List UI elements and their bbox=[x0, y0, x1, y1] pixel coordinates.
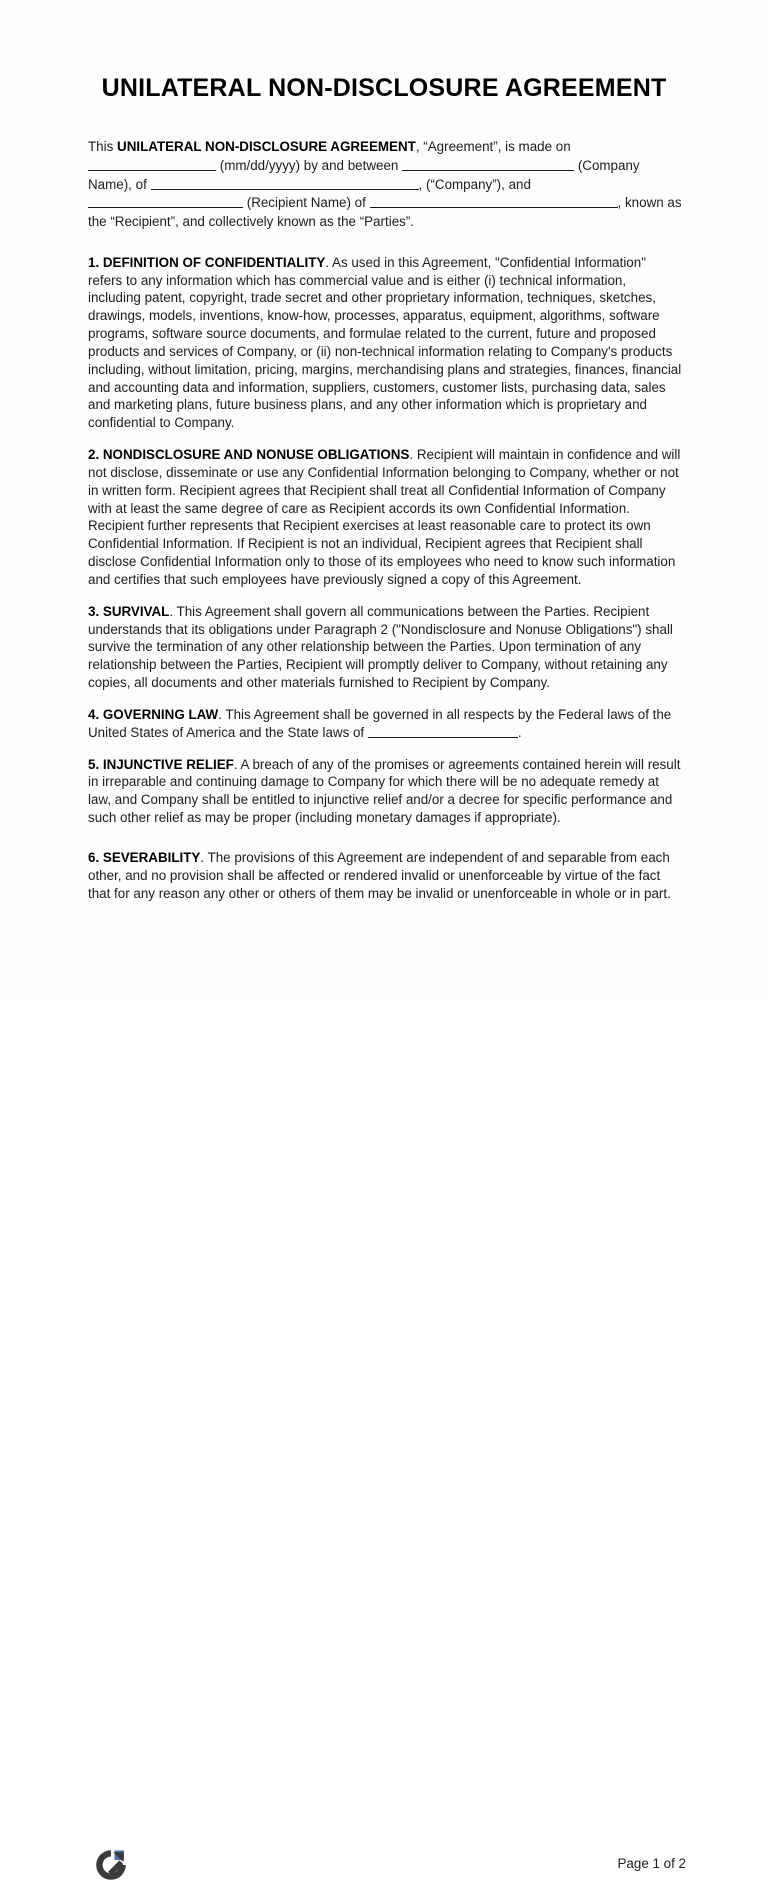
section-6-body: . The provisions of this Agreement are independent of and separable from each other, and no provision shall be affected or rendered invalid or unenforceable by virtue of the fact that for any reason any other or others of them may be invalid or unenforceable in whole or in part. bbox=[88, 849, 671, 901]
company-address-blank-field[interactable] bbox=[151, 176, 419, 190]
section-4-body-before: . This Agreement shall be governed in all respects by the Federal laws of the United States of America and the State laws of bbox=[88, 706, 672, 740]
section-spacer bbox=[88, 841, 682, 849]
section-4-heading: 4. GOVERNING LAW bbox=[88, 706, 219, 722]
section-6 bbox=[88, 849, 682, 902]
intro-lead: This bbox=[88, 139, 118, 154]
state-law-blank-field[interactable] bbox=[368, 724, 518, 738]
recipient-name-hint: (Recipient Name) of bbox=[246, 195, 366, 211]
section-5-body: . A breach of any of the promises or agreements contained herein will result in irreparable and continuing damage to Company for which there will be no adequate remedy at law, and Company shall be entitled to injunctive relief and/or a decree for specific performance and such other relief as may be proper (including monetary damages if appropriate). bbox=[88, 756, 681, 826]
section-4-body-after: . bbox=[517, 724, 522, 740]
page-footer bbox=[0, 920, 768, 1871]
section-3 bbox=[88, 603, 682, 692]
document-body bbox=[88, 138, 682, 916]
collectively-parties-label: collectively known as the “Parties”. bbox=[208, 214, 415, 230]
section-2 bbox=[88, 446, 682, 589]
section-5-heading: 5. INJUNCTIVE RELIEF bbox=[88, 756, 234, 772]
page-number-label: Page 1 of 2 bbox=[617, 1856, 686, 1871]
intro-agreement-title: UNILATERAL NON-DISCLOSURE AGREEMENT bbox=[117, 139, 416, 154]
circular-arrow-logo-icon bbox=[92, 1846, 130, 1884]
intro-after-title: , “Agreement”, is made on bbox=[415, 139, 571, 154]
page-title: UNILATERAL NON-DISCLOSURE AGREEMENT bbox=[101, 74, 667, 102]
section-2-heading: 2. NONDISCLOSURE AND NONUSE OBLIGATIONS bbox=[88, 447, 410, 463]
company-name-blank-field[interactable] bbox=[402, 157, 574, 171]
date-blank-field[interactable] bbox=[88, 157, 216, 171]
section-2-body: . Recipient will maintain in confidence and will not disclose, disseminate or use any Confidential Information belonging to Company, whether or not in written form. Recipient agrees that Recipient shall treat all Confidential Information of Company with at least the same degree of care as Recipient accords its own Confidential Information. Recipient further represents that Recipient exercises at least reasonable care to protect its own Confidential Information. If Recipient is not an individual, Recipient agrees that Recipient shall disclose Confidential Information only to those of its employees who need to know such information and certifies that such employees have previously signed a copy of this Agreement. bbox=[88, 447, 681, 587]
known-as-recipient-label: , known as the “Recipient”, and bbox=[88, 195, 682, 230]
section-1-body: . As used in this Agreement, "Confidential Information" refers to any information which has commercial value and is either (i) technical information, including patent, copyright, trade secret and other proprietary information, techniques, sketches, drawings, models, inventions, know-how, processes, apparatus, equipment, algorithms, software programs, software source documents, and formulae related to the current, future and proposed products and services of Company, or (ii) non-technical information relating to Company's products including, without limitation, pricing, margins, merchandising plans and strategies, finances, financial and accounting data and information, suppliers, customers, customer lists, purchasing data, sales and marketing plans, future business plans, and any other information which is proprietary and confidential to Company. bbox=[88, 254, 682, 431]
intro-paragraph bbox=[88, 138, 682, 232]
section-5 bbox=[88, 756, 682, 827]
recipient-name-blank-field[interactable] bbox=[88, 195, 243, 209]
section-1-heading: 1. DEFINITION OF CONFIDENTIALITY bbox=[88, 254, 326, 270]
company-name-hint: (Company Name), bbox=[88, 157, 640, 192]
intro-of-label: of bbox=[135, 176, 147, 192]
recipient-address-blank-field[interactable] bbox=[370, 195, 618, 209]
section-3-heading: 3. SURVIVAL bbox=[88, 603, 170, 619]
section-1 bbox=[88, 254, 682, 432]
section-3-body: . This Agreement shall govern all communications between the Parties. Recipient understands that its obligations under Paragraph 2 ("Nondisclosure and Nonuse Obligations") shall survive the termination of any other relationship between the Parties. Upon termination of any relationship between the Parties, Recipient will promptly deliver to Company, without retaining any copies, all documents and other materials furnished to Recipient by Company. bbox=[88, 603, 673, 691]
company-quote-label: , (“Company”), and bbox=[418, 176, 531, 192]
section-4 bbox=[88, 706, 682, 742]
date-format-hint: (mm/dd/yyyy) by and between bbox=[219, 157, 399, 173]
section-6-heading: 6. SEVERABILITY bbox=[88, 849, 201, 865]
